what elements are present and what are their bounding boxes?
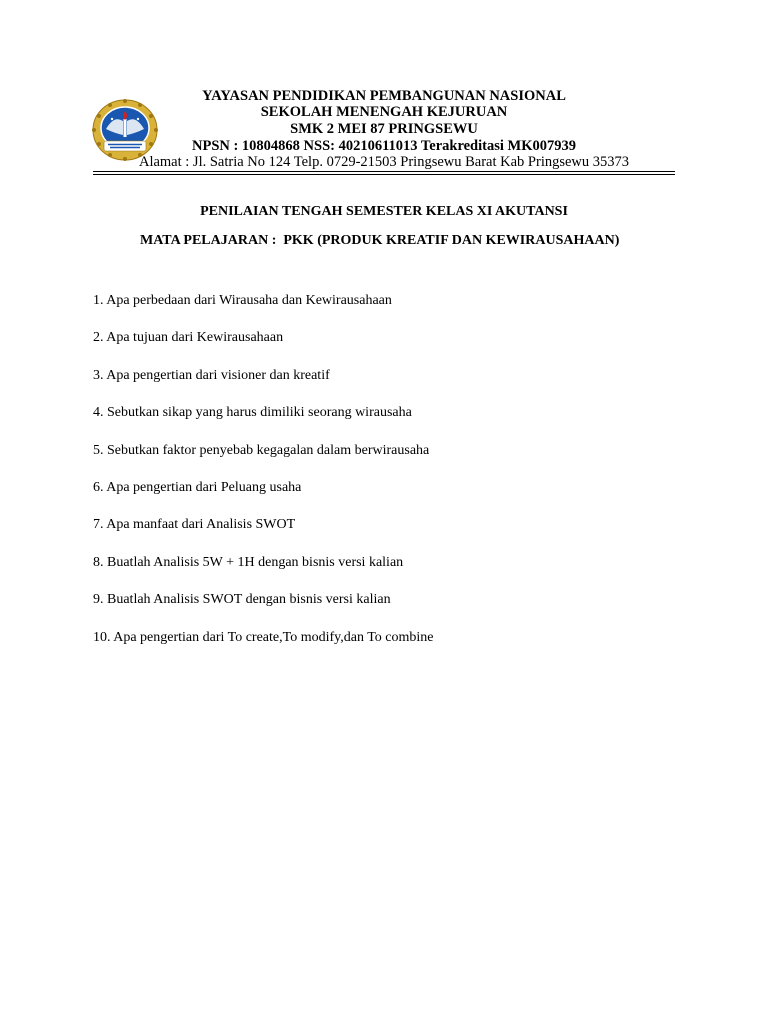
question-item: 5. Sebutkan faktor penyebab kegagalan dalam berwirausaha <box>93 442 430 458</box>
question-item: 3. Apa pengertian dari visioner dan kreatif <box>93 367 330 383</box>
question-item: 4. Sebutkan sikap yang harus dimiliki seorang wirausaha <box>93 405 412 421</box>
school-type: SEKOLAH MENENGAH KEJURUAN <box>260 104 508 120</box>
question-item: 2. Apa tujuan dari Kewirausahaan <box>93 330 284 346</box>
question-list <box>93 292 433 666</box>
question-item: 1. Apa perbedaan dari Wirausaha dan Kewirausahaan <box>93 293 392 308</box>
subject-line: MATA PELAJARAN : PKK (PRODUK KREATIF DAN KEWIRAUSAHAAN) <box>140 233 620 248</box>
foundation-name: YAYASAN PENDIDIKAN PEMBANGUNAN NASIONAL <box>202 88 566 104</box>
school-name: SMK 2 MEI 87 PRINGSEWU <box>290 121 478 137</box>
question-item: 8. Buatlah Analisis 5W + 1H dengan bisnis versi kalian <box>93 554 404 570</box>
question-item: 7. Apa manfaat dari Analisis SWOT <box>93 517 296 533</box>
header-divider-bottom <box>93 174 675 175</box>
school-address: Alamat : Jl. Satria No 124 Telp. 0729-21503 Pringsewu Barat Kab Pringsewu 35373 <box>138 154 630 170</box>
header-divider-top <box>93 171 675 172</box>
question-item: 6. Apa pengertian dari Peluang usaha <box>93 479 302 495</box>
question-item: 10. Apa pengertian dari To create,To modify,dan To combine <box>93 629 434 645</box>
school-ids: NPSN : 10804868 NSS: 40210611013 Terakreditasi MK007939 <box>191 138 576 154</box>
question-item: 9. Buatlah Analisis SWOT dengan bisnis versi kalian <box>93 592 391 608</box>
exam-title: PENILAIAN TENGAH SEMESTER KELAS XI AKUTANSI <box>200 204 568 219</box>
